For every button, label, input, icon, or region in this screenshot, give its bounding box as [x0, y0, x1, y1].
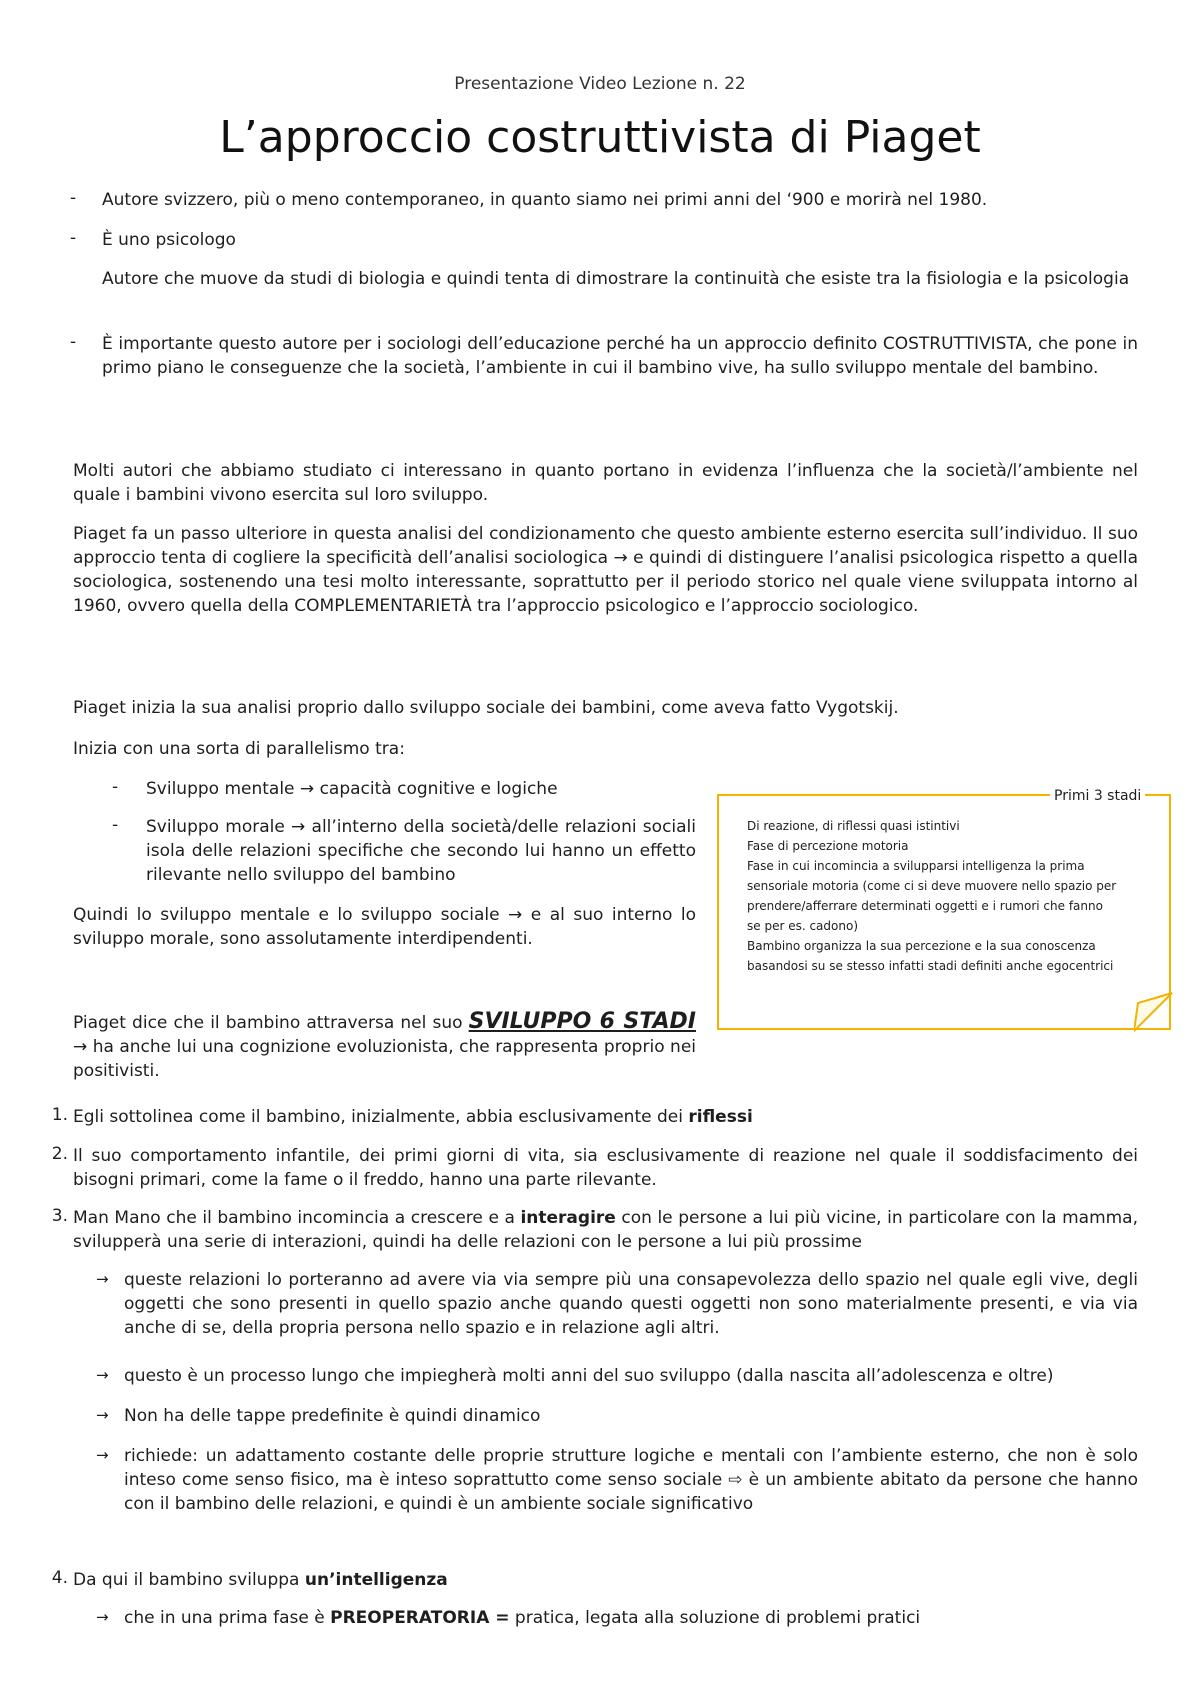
- intro-bullet-2-detail: Autore che muove da studi di biologia e quindi tenta di dimostrare la continuità che esiste tra la fisiologia e la psicologia: [102, 269, 1130, 289]
- intro-bullet-3: È importante questo autore per i sociologi dell’educazione perché ha un approccio definito COSTRUTTIVISTA, che pone in primo piano le conseguenze che la società, l’ambiente in cui il bambino vive, ha sullo sviluppo mentale del bambino.: [102, 334, 1138, 378]
- arrow-item-5-text-end: pratica, legata alla soluzione di problemi pratici: [509, 1608, 921, 1628]
- arrow-icon: →: [96, 1608, 109, 1626]
- page-title: L’approccio costruttivista di Piaget: [219, 112, 981, 163]
- bullet-dash: -: [112, 815, 119, 835]
- paragraph-4: Inizia con una sorta di parallelismo tra:: [73, 739, 405, 759]
- note-line: Fase in cui incomincia a svilupparsi intelligenza la prima: [747, 859, 1085, 873]
- paragraph-3: Piaget inizia la sua analisi proprio dallo sviluppo sociale dei bambini, come aveva fatto Vygotskij.: [73, 698, 899, 718]
- arrow-icon: →: [96, 1446, 109, 1464]
- numbered-item-4-text: Da qui il bambino sviluppa: [73, 1570, 305, 1590]
- bullet-dash: -: [70, 332, 77, 352]
- note-line: se per es. cadono): [747, 919, 858, 933]
- arrow-item-5: [124, 1606, 1138, 1630]
- numbered-item-4-emphasis: un’intelligenza: [304, 1570, 448, 1590]
- preoperatoria-emphasis: PREOPERATORIA =: [330, 1608, 510, 1628]
- lesson-subtitle: Presentazione Video Lezione n. 22: [454, 74, 746, 94]
- list-number: 1.: [51, 1105, 68, 1125]
- parallel-bullet-2: Sviluppo morale → all’interno della società/delle relazioni sociali isola delle relazioni specifiche che secondo lui hanno un effetto rilevante nello sviluppo del bambino: [146, 817, 696, 885]
- numbered-item-1-text: Egli sottolinea come il bambino, inizialmente, abbia esclusivamente dei: [73, 1107, 689, 1127]
- arrow-item-2: questo è un processo lungo che impiegherà molti anni del suo sviluppo (dalla nascita all’adolescenza e oltre): [124, 1366, 1054, 1386]
- list-number: 4.: [51, 1568, 68, 1588]
- arrow-item-1: queste relazioni lo porteranno ad avere via via sempre più una consapevolezza dello spazio nel quale egli vive, degli oggetti che sono presenti in quello spazio anche quando questi oggetti non sono materialmente presenti, e via via anche di se, della propria persona nello spazio e in relazione agli altri.: [124, 1270, 1138, 1338]
- paragraph-5: Quindi lo sviluppo mentale e lo sviluppo sociale → e al suo interno lo sviluppo morale, sono assolutamente interdipendenti.: [73, 905, 696, 949]
- numbered-item-2: Il suo comportamento infantile, dei primi giorni di vita, sia esclusivamente di reazione nel quale il soddisfacimento dei bisogni primari, come la fame o il freddo, hanno una parte rilevante.: [73, 1146, 1138, 1190]
- intro-bullet-2: È uno psicologo: [102, 230, 236, 250]
- paragraph-6-text: Piaget dice che il bambino attraversa nel suo: [73, 1013, 469, 1033]
- arrow-item-4: richiede: un adattamento costante delle proprie strutture logiche e mentali con l’ambiente esterno, che non è solo inteso come senso fisico, ma è inteso soprattutto come senso sociale ⇨ è un ambiente abitato da persone che hanno con il bambino delle relazioni, e quindi è un ambiente sociale significativo: [124, 1446, 1138, 1514]
- bullet-dash: -: [70, 188, 77, 208]
- bullet-dash: -: [70, 228, 77, 248]
- arrow-icon: →: [96, 1270, 109, 1288]
- note-line: prendere/afferrare determinati oggetti e i rumori che fanno: [747, 899, 1103, 913]
- arrow-item-3: Non ha delle tappe predefinite è quindi dinamico: [124, 1406, 541, 1426]
- parallel-bullet-1: Sviluppo mentale → capacità cognitive e logiche: [146, 779, 558, 799]
- six-stages-emphasis: SVILUPPO 6 STADI: [468, 1009, 696, 1034]
- note-line: Di reazione, di riflessi quasi istintivi: [747, 819, 960, 833]
- list-number: 3.: [51, 1206, 68, 1226]
- paragraph-1: Molti autori che abbiamo studiato ci interessano in quanto portano in evidenza l’influenza che la società/l’ambiente nel quale i bambini vivono esercita sul loro sviluppo.: [73, 461, 1138, 505]
- arrow-item-5-text: che in una prima fase è: [124, 1608, 331, 1628]
- arrow-icon: →: [96, 1406, 109, 1424]
- note-heading: Primi 3 stadi: [1050, 788, 1145, 804]
- intro-bullet-1: Autore svizzero, più o meno contemporaneo, in quanto siamo nei primi anni del ‘900 e morirà nel 1980.: [102, 190, 988, 210]
- list-number: 2.: [51, 1144, 68, 1164]
- numbered-item-1: [73, 1105, 1138, 1129]
- numbered-item-3-text-end: con le persone a lui più vicine, in particolare con la mamma, svilupperà una serie di interazioni, quindi ha delle relazioni con le persone a lui più prossime: [73, 1208, 1139, 1252]
- note-line: sensoriale motoria (come ci si deve muovere nello spazio per: [747, 879, 1117, 893]
- numbered-item-3: [73, 1206, 1138, 1254]
- paragraph-2: Piaget fa un passo ulteriore in questa analisi del condizionamento che questo ambiente esterno esercita sull’individuo. Il suo approccio tenta di cogliere la specificità dell’analisi sociologica → e quindi di distinguere l’analisi psicologica rispetto a quella sociologica, sostenendo una tesi molto interessante, soprattutto per il periodo storico nel quale viene sviluppata intorno al 1960, ovvero quella della COMPLEMENTARIETÀ tra l’approccio psicologico e l’approccio sociologico.: [73, 524, 1138, 616]
- paragraph-6-text-end: → ha anche lui una cognizione evoluzionista, che rappresenta proprio nei positivisti.: [73, 1037, 696, 1081]
- note-fold-icon: [1134, 991, 1174, 1033]
- numbered-item-4: [73, 1568, 1138, 1592]
- paragraph-6: [73, 1010, 696, 1083]
- numbered-item-3-emphasis: interagire: [520, 1208, 616, 1228]
- note-line: basandosi su se stesso infatti stadi definiti anche egocentrici: [747, 959, 1114, 973]
- note-line: Bambino organizza la sua percezione e la sua conoscenza: [747, 939, 1096, 953]
- numbered-item-1-emphasis: riflessi: [688, 1107, 753, 1127]
- note-line: Fase di percezione motoria: [747, 839, 909, 853]
- arrow-icon: →: [96, 1366, 109, 1384]
- numbered-item-3-text: Man Mano che il bambino incomincia a crescere e a: [73, 1208, 521, 1228]
- bullet-dash: -: [112, 777, 119, 797]
